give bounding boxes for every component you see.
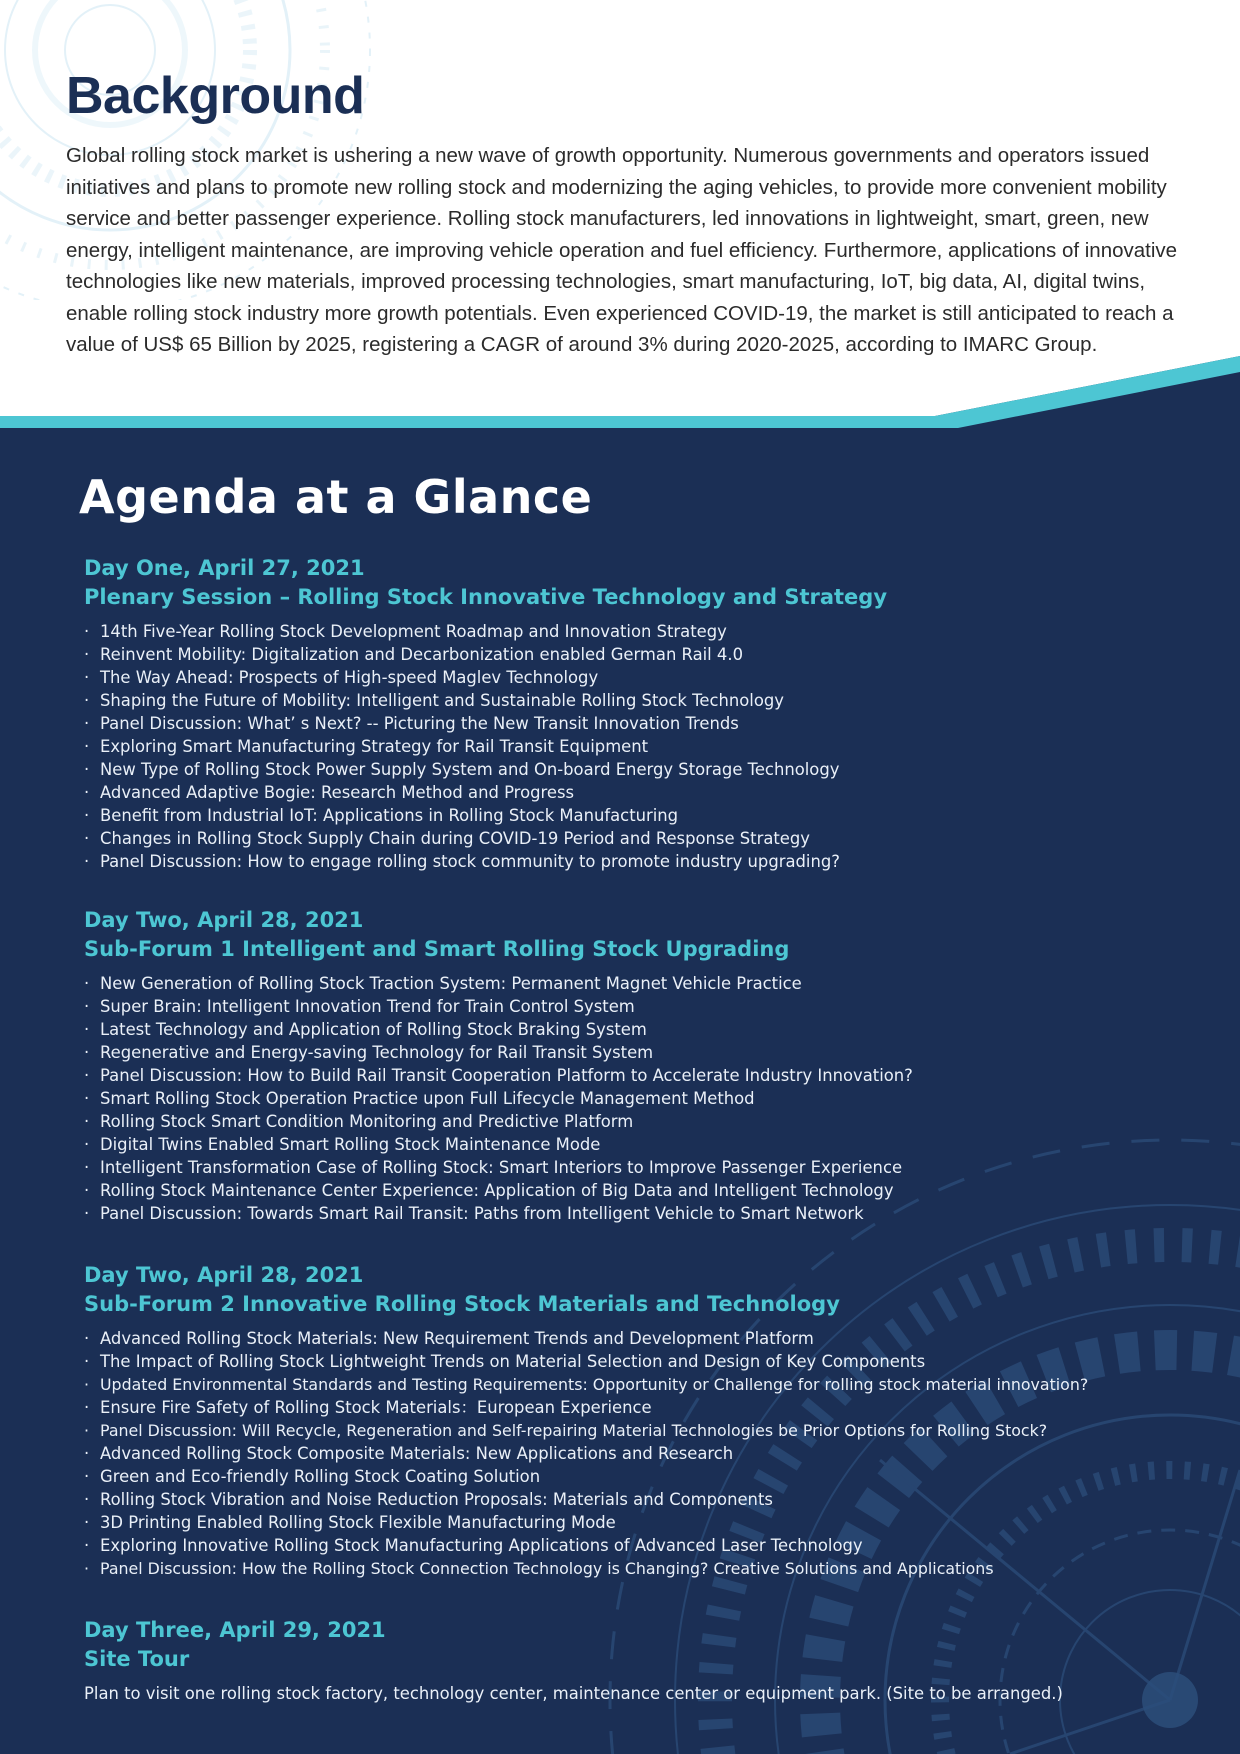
session-title: Shaping the Future of Mobility: Intelligent and Sustainable Rolling Stock Technology <box>100 691 784 710</box>
session-title: 14th Five-Year Rolling Stock Development Roadmap and Innovation Strategy <box>100 622 727 641</box>
session-list <box>84 972 1194 1225</box>
session-title: Green and Eco-friendly Rolling Stock Coating Solution <box>100 1467 541 1486</box>
session-title: Benefit from Industrial IoT: Applications in Rolling Stock Manufacturing <box>100 806 679 825</box>
list-item <box>84 995 1194 1018</box>
session-list <box>84 1327 1194 1580</box>
bullet: · <box>84 1375 90 1394</box>
agenda-section-sub-forum-1 <box>84 906 1194 1225</box>
bullet: · <box>84 1020 90 1039</box>
list-item <box>84 1557 1194 1580</box>
list-item <box>84 1064 1194 1087</box>
list-item <box>84 850 1194 873</box>
section-title: Sub-Forum 1 Intelligent and Smart Rolling Stock Upgrading <box>84 937 790 961</box>
agenda-heading: Agenda at a Glance <box>79 470 593 524</box>
bullet: · <box>84 1536 90 1555</box>
list-item <box>84 1396 1194 1419</box>
session-title: The Impact of Rolling Stock Lightweight Trends on Material Selection and Design of Key Components <box>100 1352 926 1371</box>
bullet: · <box>84 737 90 756</box>
bullet: · <box>84 1352 90 1371</box>
site-tour-description: Plan to visit one rolling stock factory, technology center, maintenance center or equipment park. (Site to be arranged.) <box>84 1684 1063 1703</box>
bullet: · <box>84 760 90 779</box>
section-title: Plenary Session – Rolling Stock Innovative Technology and Strategy <box>84 585 888 609</box>
bullet: · <box>84 1329 90 1348</box>
list-item <box>84 712 1194 735</box>
list-item <box>84 666 1194 689</box>
bullet: · <box>84 806 90 825</box>
session-title: Advanced Rolling Stock Materials: New Requirement Trends and Development Platform <box>100 1329 814 1348</box>
bullet: · <box>84 852 90 871</box>
list-item <box>84 1419 1194 1442</box>
session-title: Panel Discussion: How to Build Rail Transit Cooperation Platform to Accelerate Industry Innovation? <box>100 1066 913 1085</box>
bullet: · <box>84 997 90 1016</box>
session-title: 3D Printing Enabled Rolling Stock Flexible Manufacturing Mode <box>100 1513 616 1532</box>
bullet: · <box>84 1513 90 1532</box>
bullet: · <box>84 1490 90 1509</box>
session-title: Advanced Adaptive Bogie: Research Method and Progress <box>100 783 575 802</box>
list-item <box>84 1442 1194 1465</box>
session-title: Super Brain: Intelligent Innovation Trend for Train Control System <box>100 997 635 1016</box>
session-title: Latest Technology and Application of Rolling Stock Braking System <box>100 1020 647 1039</box>
session-list <box>84 620 1194 873</box>
section-day-label: Day Two, April 28, 2021 <box>84 908 364 932</box>
session-title: Regenerative and Energy-saving Technology for Rail Transit System <box>100 1043 654 1062</box>
list-item <box>84 1373 1194 1396</box>
bullet: · <box>84 1421 90 1440</box>
session-title: Rolling Stock Maintenance Center Experience: Application of Big Data and Intelligent Technology <box>100 1181 894 1200</box>
list-item <box>84 758 1194 781</box>
session-title: Digital Twins Enabled Smart Rolling Stock Maintenance Mode <box>100 1135 601 1154</box>
list-item <box>84 1179 1194 1202</box>
list-item <box>84 1041 1194 1064</box>
bullet: · <box>84 1444 90 1463</box>
bullet: · <box>84 668 90 687</box>
session-title: Panel Discussion: Will Recycle, Regeneration and Self-repairing Material Technologies be Prior Options for Rolling Stock? <box>100 1421 1048 1440</box>
list-item <box>84 1202 1194 1225</box>
bullet: · <box>84 1158 90 1177</box>
bullet: · <box>84 691 90 710</box>
session-title: Exploring Innovative Rolling Stock Manufacturing Applications of Advanced Laser Technology <box>100 1536 863 1555</box>
list-item <box>84 1327 1194 1350</box>
bullet: · <box>84 1112 90 1131</box>
bullet: · <box>84 622 90 641</box>
session-title: Smart Rolling Stock Operation Practice upon Full Lifecycle Management Method <box>100 1089 755 1108</box>
session-title: Panel Discussion: How the Rolling Stock Connection Technology is Changing? Creative Solutions and Applications <box>100 1559 994 1578</box>
bullet: · <box>84 1135 90 1154</box>
section-day-label: Day One, April 27, 2021 <box>84 556 365 580</box>
session-title: Ensure Fire Safety of Rolling Stock Materials：European Experience <box>100 1398 652 1417</box>
bullet: · <box>84 1559 90 1578</box>
list-item <box>84 972 1194 995</box>
list-item <box>84 1018 1194 1041</box>
bullet: · <box>84 1066 90 1085</box>
list-item <box>84 689 1194 712</box>
list-item <box>84 1087 1194 1110</box>
list-item <box>84 620 1194 643</box>
bullet: · <box>84 974 90 993</box>
session-title: Intelligent Transformation Case of Rolling Stock: Smart Interiors to Improve Passenger Experience <box>100 1158 903 1177</box>
background-paragraph: Global rolling stock market is ushering a new wave of growth opportunity. Numerous governments and operators issued initiatives and plans to promote new rolling stock and modernizing the aging vehicles, to provide more convenient mobility service and better passenger experience. Rolling stock manufacturers, led innovations in lightweight, smart, green, new energy, intelligent maintenance, are improving vehicle operation and fuel efficiency. Furthermore, applications of innovative technologies like new materials, improved processing technologies, smart manufacturing, IoT, big data, AI, digital twins, enable rolling stock industry more growth potentials. Even experienced COVID-19, the market is still anticipated to reach a value of US$ 65 Billion by 2025, registering a CAGR of around 3% during 2020-2025, according to IMARC Group. <box>66 144 1178 356</box>
list-item <box>84 827 1194 850</box>
session-title: Panel Discussion: How to engage rolling stock community to promote industry upgrading? <box>100 852 840 871</box>
session-title: New Generation of Rolling Stock Traction System: Permanent Magnet Vehicle Practice <box>100 974 802 993</box>
section-title: Sub-Forum 2 Innovative Rolling Stock Materials and Technology <box>84 1292 840 1316</box>
session-title: Rolling Stock Smart Condition Monitoring and Predictive Platform <box>100 1112 634 1131</box>
list-item <box>84 1350 1194 1373</box>
agenda-section-site-tour <box>84 1616 1194 1705</box>
list-item <box>84 643 1194 666</box>
section-day-label: Day Two, April 28, 2021 <box>84 1263 364 1287</box>
session-title: The Way Ahead: Prospects of High-speed Maglev Technology <box>100 668 599 687</box>
bullet: · <box>84 1089 90 1108</box>
section-title: Site Tour <box>84 1647 190 1671</box>
bullet: · <box>84 714 90 733</box>
list-item <box>84 735 1194 758</box>
list-item <box>84 1534 1194 1557</box>
session-title: Rolling Stock Vibration and Noise Reduction Proposals: Materials and Components <box>100 1490 773 1509</box>
session-title: Reinvent Mobility: Digitalization and Decarbonization enabled German Rail 4.0 <box>100 645 744 664</box>
session-title: New Type of Rolling Stock Power Supply System and On-board Energy Storage Technology <box>100 760 840 779</box>
session-title: Panel Discussion: What’ s Next? -- Picturing the New Transit Innovation Trends <box>100 714 739 733</box>
bullet: · <box>84 1043 90 1062</box>
bullet: · <box>84 829 90 848</box>
session-title: Updated Environmental Standards and Testing Requirements: Opportunity or Challenge for rolling stock material innovation? <box>100 1375 1089 1394</box>
section-day-label: Day Three, April 29, 2021 <box>84 1618 386 1642</box>
bullet: · <box>84 1398 90 1417</box>
list-item <box>84 1156 1194 1179</box>
list-item <box>84 781 1194 804</box>
session-title: Advanced Rolling Stock Composite Materials: New Applications and Research <box>100 1444 734 1463</box>
list-item <box>84 1488 1194 1511</box>
agenda-section-sub-forum-2 <box>84 1261 1194 1580</box>
bullet: · <box>84 1204 90 1223</box>
bullet: · <box>84 1181 90 1200</box>
list-item <box>84 804 1194 827</box>
background-heading: Background <box>66 67 365 125</box>
bullet: · <box>84 645 90 664</box>
list-item <box>84 1465 1194 1488</box>
session-title: Changes in Rolling Stock Supply Chain during COVID-19 Period and Response Strategy <box>100 829 810 848</box>
agenda-section-day-one <box>84 554 1194 873</box>
list-item <box>84 1133 1194 1156</box>
list-item <box>84 1110 1194 1133</box>
list-item <box>84 1511 1194 1534</box>
session-title: Panel Discussion: Towards Smart Rail Transit: Paths from Intelligent Vehicle to Smart Network <box>100 1204 864 1223</box>
bullet: · <box>84 783 90 802</box>
bullet: · <box>84 1467 90 1486</box>
session-title: Exploring Smart Manufacturing Strategy for Rail Transit Equipment <box>100 737 649 756</box>
